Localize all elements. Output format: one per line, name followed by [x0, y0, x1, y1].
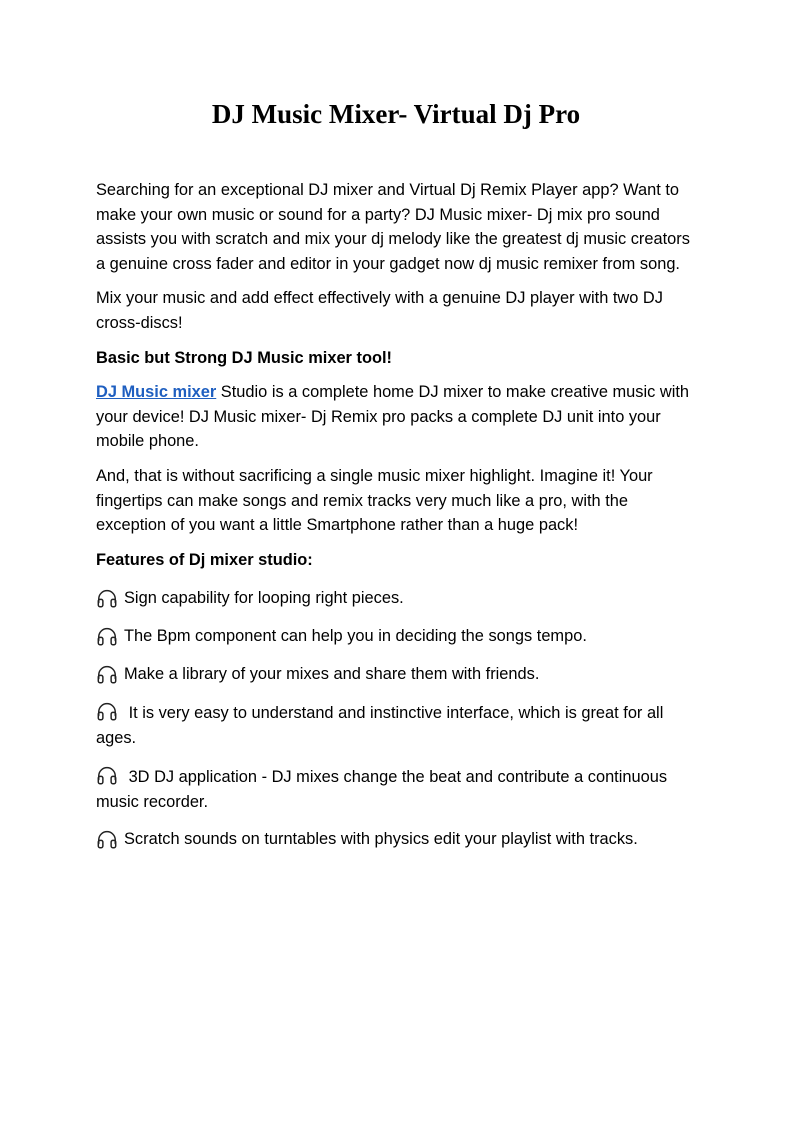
list-item	[96, 827, 696, 852]
feature-text: 3D DJ application - DJ mixes change the beat and contribute a continuous music recorder.	[96, 768, 668, 811]
link-paragraph	[96, 380, 696, 454]
dj-music-mixer-link[interactable]: DJ Music mixer	[96, 383, 217, 402]
list-item	[96, 586, 696, 611]
pro-paragraph: And, that is without sacrificing a single music mixer highlight. Imagine it! Your fingertips can make songs and remix tracks very much like a pro, with the exception of you want a little Smartphone rather than a huge pack!	[96, 466, 653, 535]
document-body	[96, 178, 696, 865]
headphones-icon	[96, 764, 118, 786]
subheading: Basic but Strong DJ Music mixer tool!	[96, 348, 392, 367]
feature-text: Scratch sounds on turntables with physics edit your playlist with tracks.	[124, 830, 638, 849]
feature-text: It is very easy to understand and instinctive interface, which is great for all ages.	[96, 704, 664, 747]
headphones-icon	[96, 625, 118, 647]
link-paragraph-rest: Studio is a complete home DJ mixer to make creative music with your device! DJ Music mixer- Dj Remix pro packs a complete DJ unit into your mobile phone.	[96, 383, 690, 451]
list-item	[96, 763, 696, 814]
list-item	[96, 699, 696, 750]
list-item	[96, 662, 696, 687]
headphones-icon	[96, 587, 118, 609]
feature-text: Make a library of your mixes and share them with friends.	[124, 664, 540, 683]
page-title: DJ Music Mixer- Virtual Dj Pro	[211, 99, 581, 129]
headphones-icon	[96, 700, 118, 722]
headphones-icon	[96, 663, 118, 685]
features-list	[96, 586, 696, 852]
features-heading: Features of Dj mixer studio:	[96, 550, 313, 569]
intro-paragraph: Searching for an exceptional DJ mixer and Virtual Dj Remix Player app? Want to make your own music or sound for a party? DJ Music mixer- Dj mix pro sound assists you with scratch and mix your dj melody like the greatest dj music creators a genuine cross fader and editor in your gadget now dj music remixer from song.	[96, 181, 690, 273]
feature-text: Sign capability for looping right pieces.	[124, 589, 404, 608]
mix-paragraph: Mix your music and add effect effectively with a genuine DJ player with two DJ cross-discs!	[96, 289, 663, 332]
headphones-icon	[96, 828, 118, 850]
feature-text: The Bpm component can help you in deciding the songs tempo.	[124, 626, 587, 645]
list-item	[96, 624, 696, 649]
